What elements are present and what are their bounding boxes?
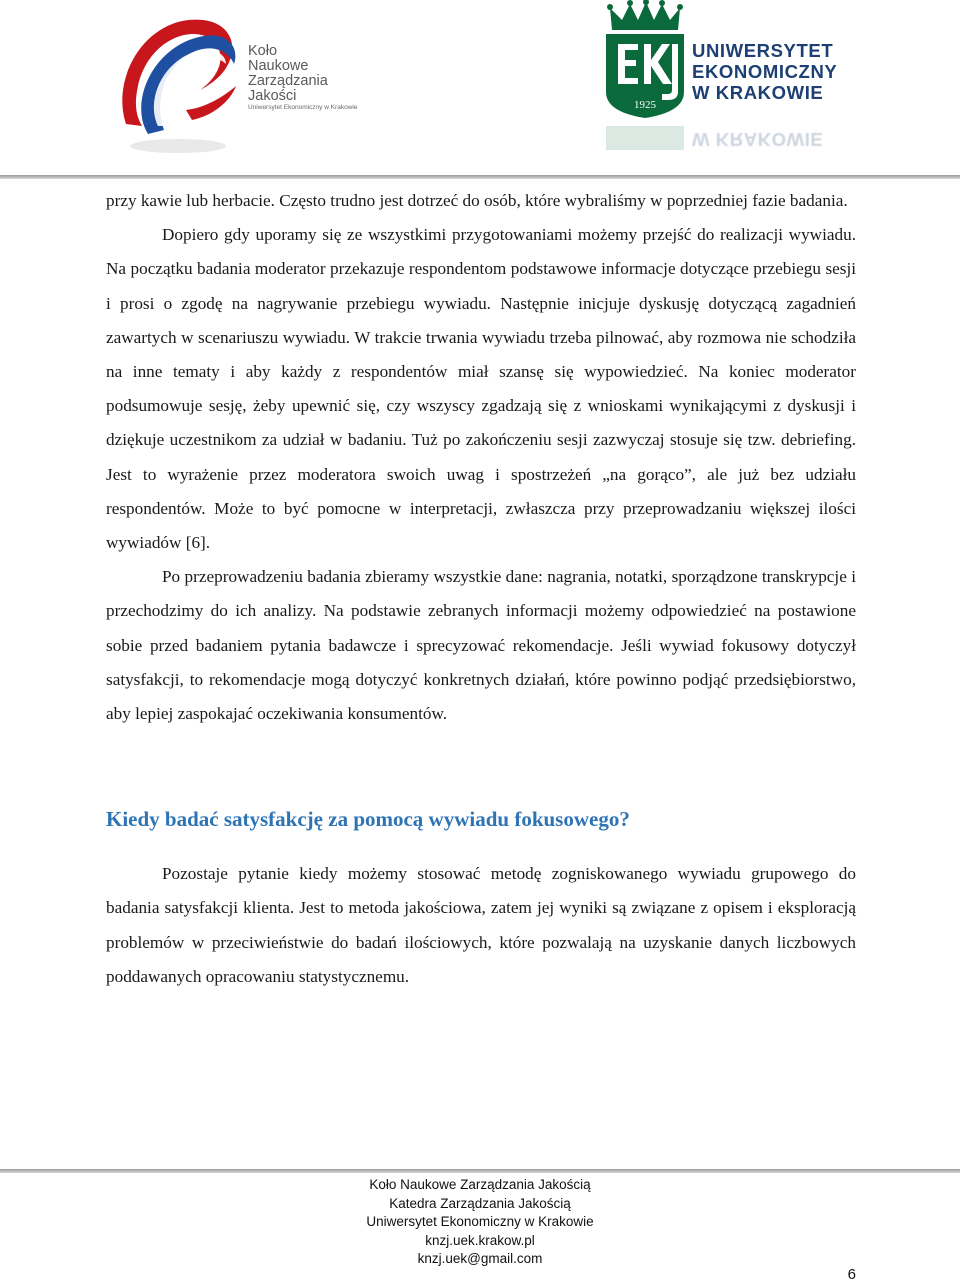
knzj-logo-line: Zarządzania: [248, 73, 328, 89]
header-divider: [0, 175, 960, 179]
uek-logo: [600, 0, 870, 160]
body-paragraph: przy kawie lub herbacie. Często trudno jest dotrzeć do osób, które wybraliśmy w poprzedniej fazie badania.: [106, 191, 848, 210]
uek-name-reflection: W KRAKOWIE: [692, 129, 824, 150]
knzj-logo-line: Jakości: [248, 88, 297, 104]
knzj-logo-text: [248, 44, 328, 104]
footer-email: knzj.uek@gmail.com: [417, 1251, 543, 1266]
footer-line: Uniwersytet Ekonomiczny w Krakowie: [366, 1214, 594, 1229]
footer-line: Koło Naukowe Zarządzania Jakością: [369, 1177, 591, 1192]
body-paragraph: Pozostaje pytanie kiedy możemy stosować metodę zogniskowanego wywiadu grupowego do badania satysfakcji klienta. Jest to metoda jakościowa, zatem jej wyniki są związane z opisem i eksploracją problemów w przeciwieństwie do badań ilościowych, które pozwalają na uzyskanie danych liczbowych poddawanych opracowaniu statystycznemu.: [106, 864, 856, 986]
body-paragraph: Po przeprowadzeniu badania zbieramy wszystkie dane: nagrania, notatki, sporządzone transkrypcje i przechodzimy do ich analizy. Na podstawie zebranych informacji możemy odpowiedzieć na postawione sobie przed badaniem pytania badawcze i sprecyzować rekomendacje. Jeśli wywiad fokusowy dotyczył satysfakcji, to rekomendacje mogą dotyczyć konkretnych działań, które powinno podjąć przedsiębiorstwo, aby lepiej zaspokajać oczekiwania konsumentów.: [106, 567, 856, 724]
page-footer: [0, 1176, 960, 1269]
section-heading: Kiedy badać satysfakcję za pomocą wywiadu fokusowego?: [106, 807, 630, 832]
footer-website: knzj.uek.krakow.pl: [425, 1232, 535, 1248]
uek-name-line: W KRAKOWIE: [692, 82, 824, 103]
footer-divider: [0, 1169, 960, 1173]
body-paragraph: Dopiero gdy uporamy się ze wszystkimi przygotowaniami możemy przejść do realizacji wywiadu. Na początku badania moderator przekazuje respondentom podstawowe informacje dotyczące przebiegu sesji i prosi o zgodę na nagrywanie przebiegu wywiadu. Następnie inicjuje dyskusję dotyczącą zagadnień zawartych w scenariuszu wywiadu. W trakcie trwania wywiadu trzeba pilnować, aby rozmowa nie schodziła na inne tematy i aby każdy z respondentów miał szansę się wypowiedzieć. Na koniec moderator podsumowuje sesję, żeby upewnić się, czy wszyscy zgadzają się z wnioskami wynikającymi z dyskusji i dziękuje uczestnikom za udział w badaniu. Tuż po zakończeniu sesji zazwyczaj stosuje się tzw. debriefing. Jest to wyrażenie przez moderatora swoich uwag i spostrzeżeń „na gorąco”, ale już bez udziału respondentów. Może to być pomocne w interpretacji, zwłaszcza przy przeprowadzaniu większej ilości wywiadów [6].: [106, 225, 856, 553]
page-number: 6: [847, 1266, 856, 1283]
uek-name-line: UNIWERSYTET: [692, 40, 834, 61]
uek-name: [692, 40, 837, 103]
page-content: [106, 184, 856, 994]
knzj-q-emblem-icon: [108, 6, 368, 156]
page-header: [0, 0, 960, 180]
knzj-logo-line: Naukowe: [248, 58, 309, 74]
knzj-logo: [108, 6, 368, 156]
knzj-logo-line: Koło: [248, 43, 278, 59]
uek-name-line: EKONOMICZNY: [692, 61, 838, 82]
uek-crest-icon: [600, 0, 690, 160]
uek-year-label: 1925: [634, 99, 656, 111]
footer-line: Katedra Zarządzania Jakością: [389, 1195, 571, 1211]
knzj-logo-subtitle: Uniwersytet Ekonomiczny w Krakowie: [248, 104, 358, 111]
